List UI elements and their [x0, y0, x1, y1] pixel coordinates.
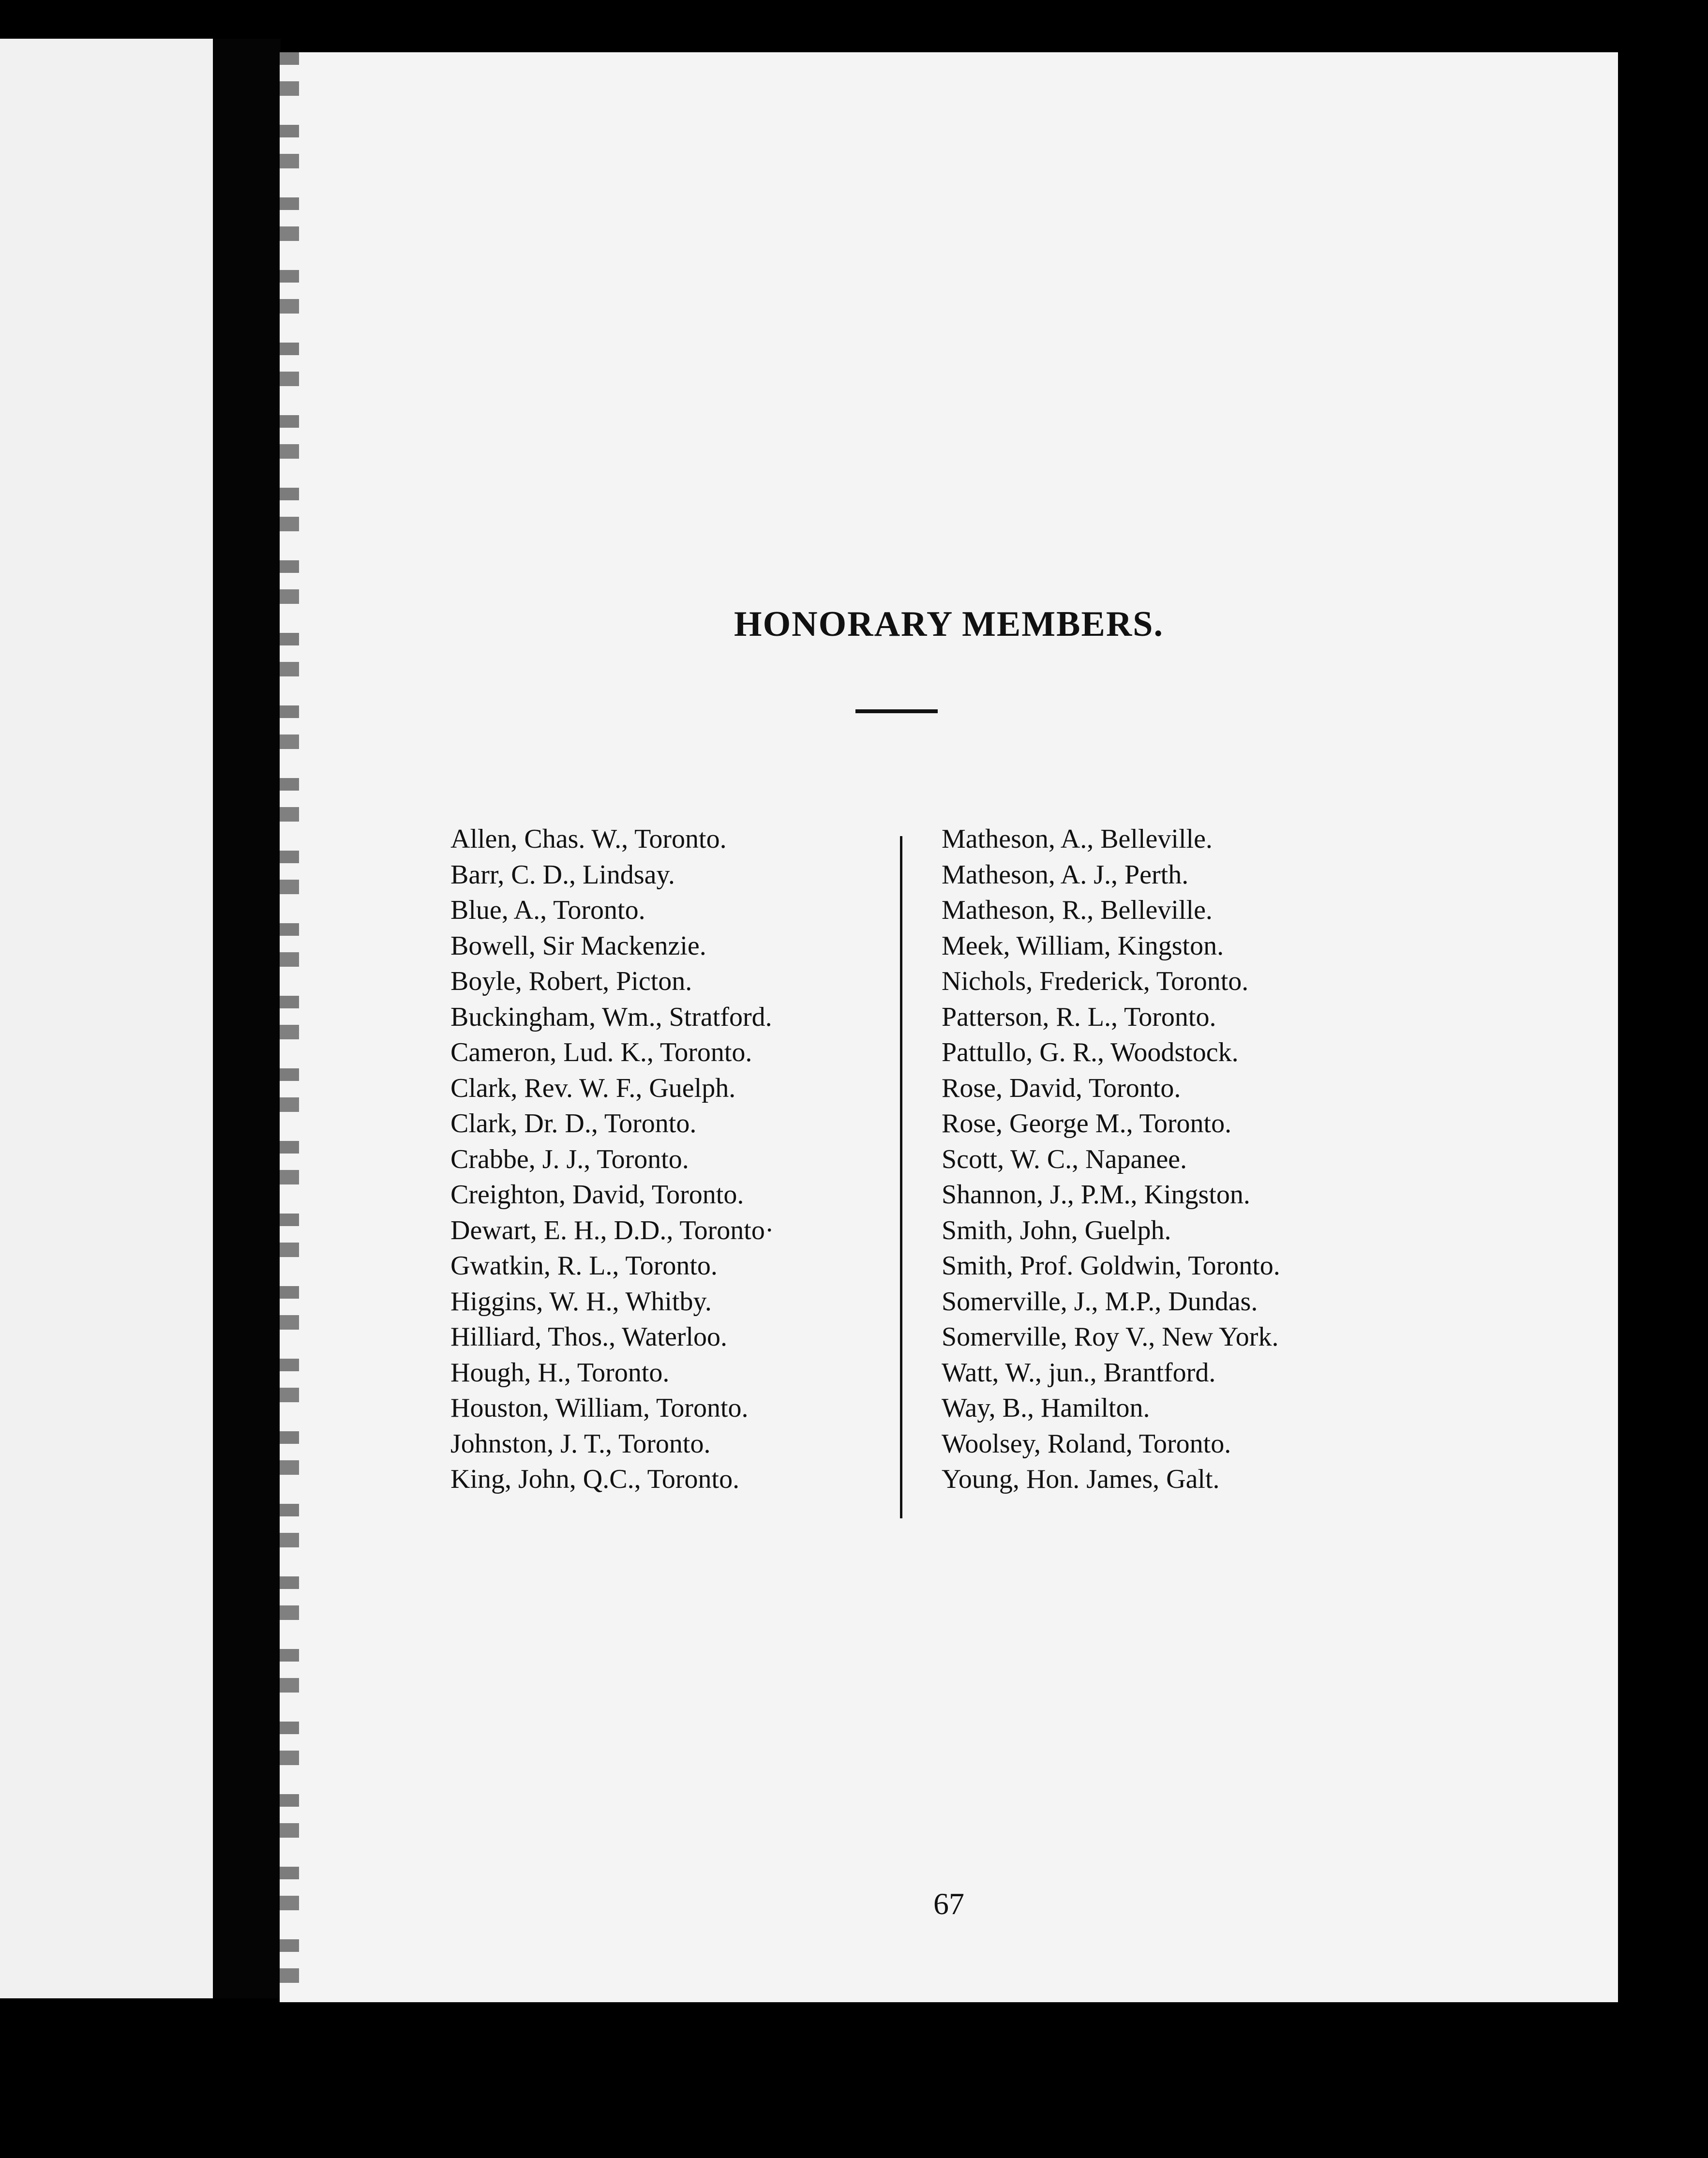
member-entry: Patterson, R. L., Toronto. [942, 1002, 1216, 1032]
member-entry: Blue, A., Toronto. [450, 895, 645, 925]
member-entry: King, John, Q.C., Toronto. [450, 1464, 740, 1494]
members-list [280, 822, 1618, 1523]
members-column-left [450, 822, 876, 1498]
left-page-fragment [0, 39, 222, 1998]
book-spine-shadow [213, 39, 281, 1998]
member-entry: Matheson, R., Belleville. [942, 895, 1213, 925]
member-entry: Young, Hon. James, Galt. [942, 1464, 1220, 1494]
member-entry: Smith, Prof. Goldwin, Toronto. [942, 1251, 1280, 1281]
member-entry: Rose, George M., Toronto. [942, 1109, 1232, 1139]
title-rule [855, 709, 938, 713]
page [280, 52, 1618, 2002]
member-entry: Clark, Rev. W. F., Guelph. [450, 1073, 736, 1103]
member-entry: Hilliard, Thos., Waterloo. [450, 1322, 728, 1352]
member-entry: Way, B., Hamilton. [942, 1393, 1150, 1423]
member-entry: Buckingham, Wm., Stratford. [450, 1002, 772, 1032]
member-entry: Somerville, J., M.P., Dundas. [942, 1286, 1258, 1317]
member-entry: Hough, H., Toronto. [450, 1357, 670, 1388]
member-entry: Houston, William, Toronto. [450, 1393, 749, 1423]
member-entry: Boyle, Robert, Picton. [450, 966, 692, 996]
page-title: HONORARY MEMBERS. [734, 604, 1164, 644]
member-entry: Cameron, Lud. K., Toronto. [450, 1037, 752, 1067]
member-entry: Watt, W., jun., Brantford. [942, 1357, 1216, 1388]
member-entry: Johnston, J. T., Toronto. [450, 1428, 711, 1459]
member-entry: Creighton, David, Toronto. [450, 1180, 744, 1210]
member-entry: Matheson, A. J., Perth. [942, 859, 1189, 890]
member-entry: Bowell, Sir Mackenzie. [450, 930, 706, 961]
member-entry: Higgins, W. H., Whitby. [450, 1286, 712, 1317]
member-entry: Crabbe, J. J., Toronto. [450, 1144, 689, 1174]
member-entry: Dewart, E. H., D.D., Toronto· [450, 1215, 774, 1245]
member-entry: Gwatkin, R. L., Toronto. [450, 1251, 718, 1281]
member-entry: Smith, John, Guelph. [942, 1215, 1171, 1245]
member-entry: Scott, W. C., Napanee. [942, 1144, 1187, 1174]
member-entry: Shannon, J., P.M., Kingston. [942, 1180, 1250, 1210]
page-content [280, 52, 1618, 2002]
page-number: 67 [933, 1887, 964, 1921]
member-entry: Allen, Chas. W., Toronto. [450, 824, 727, 854]
member-entry: Meek, William, Kingston. [942, 930, 1224, 961]
member-entry: Woolsey, Roland, Toronto. [942, 1428, 1231, 1459]
member-entry: Matheson, A., Belleville. [942, 824, 1213, 854]
members-column-right [942, 822, 1416, 1498]
member-entry: Somerville, Roy V., New York. [942, 1322, 1279, 1352]
member-entry: Rose, David, Toronto. [942, 1073, 1181, 1103]
member-entry: Barr, C. D., Lindsay. [450, 859, 675, 890]
column-divider [900, 836, 902, 1518]
member-entry: Nichols, Frederick, Toronto. [942, 966, 1249, 996]
member-entry: Clark, Dr. D., Toronto. [450, 1109, 697, 1139]
member-entry: Pattullo, G. R., Woodstock. [942, 1037, 1239, 1067]
